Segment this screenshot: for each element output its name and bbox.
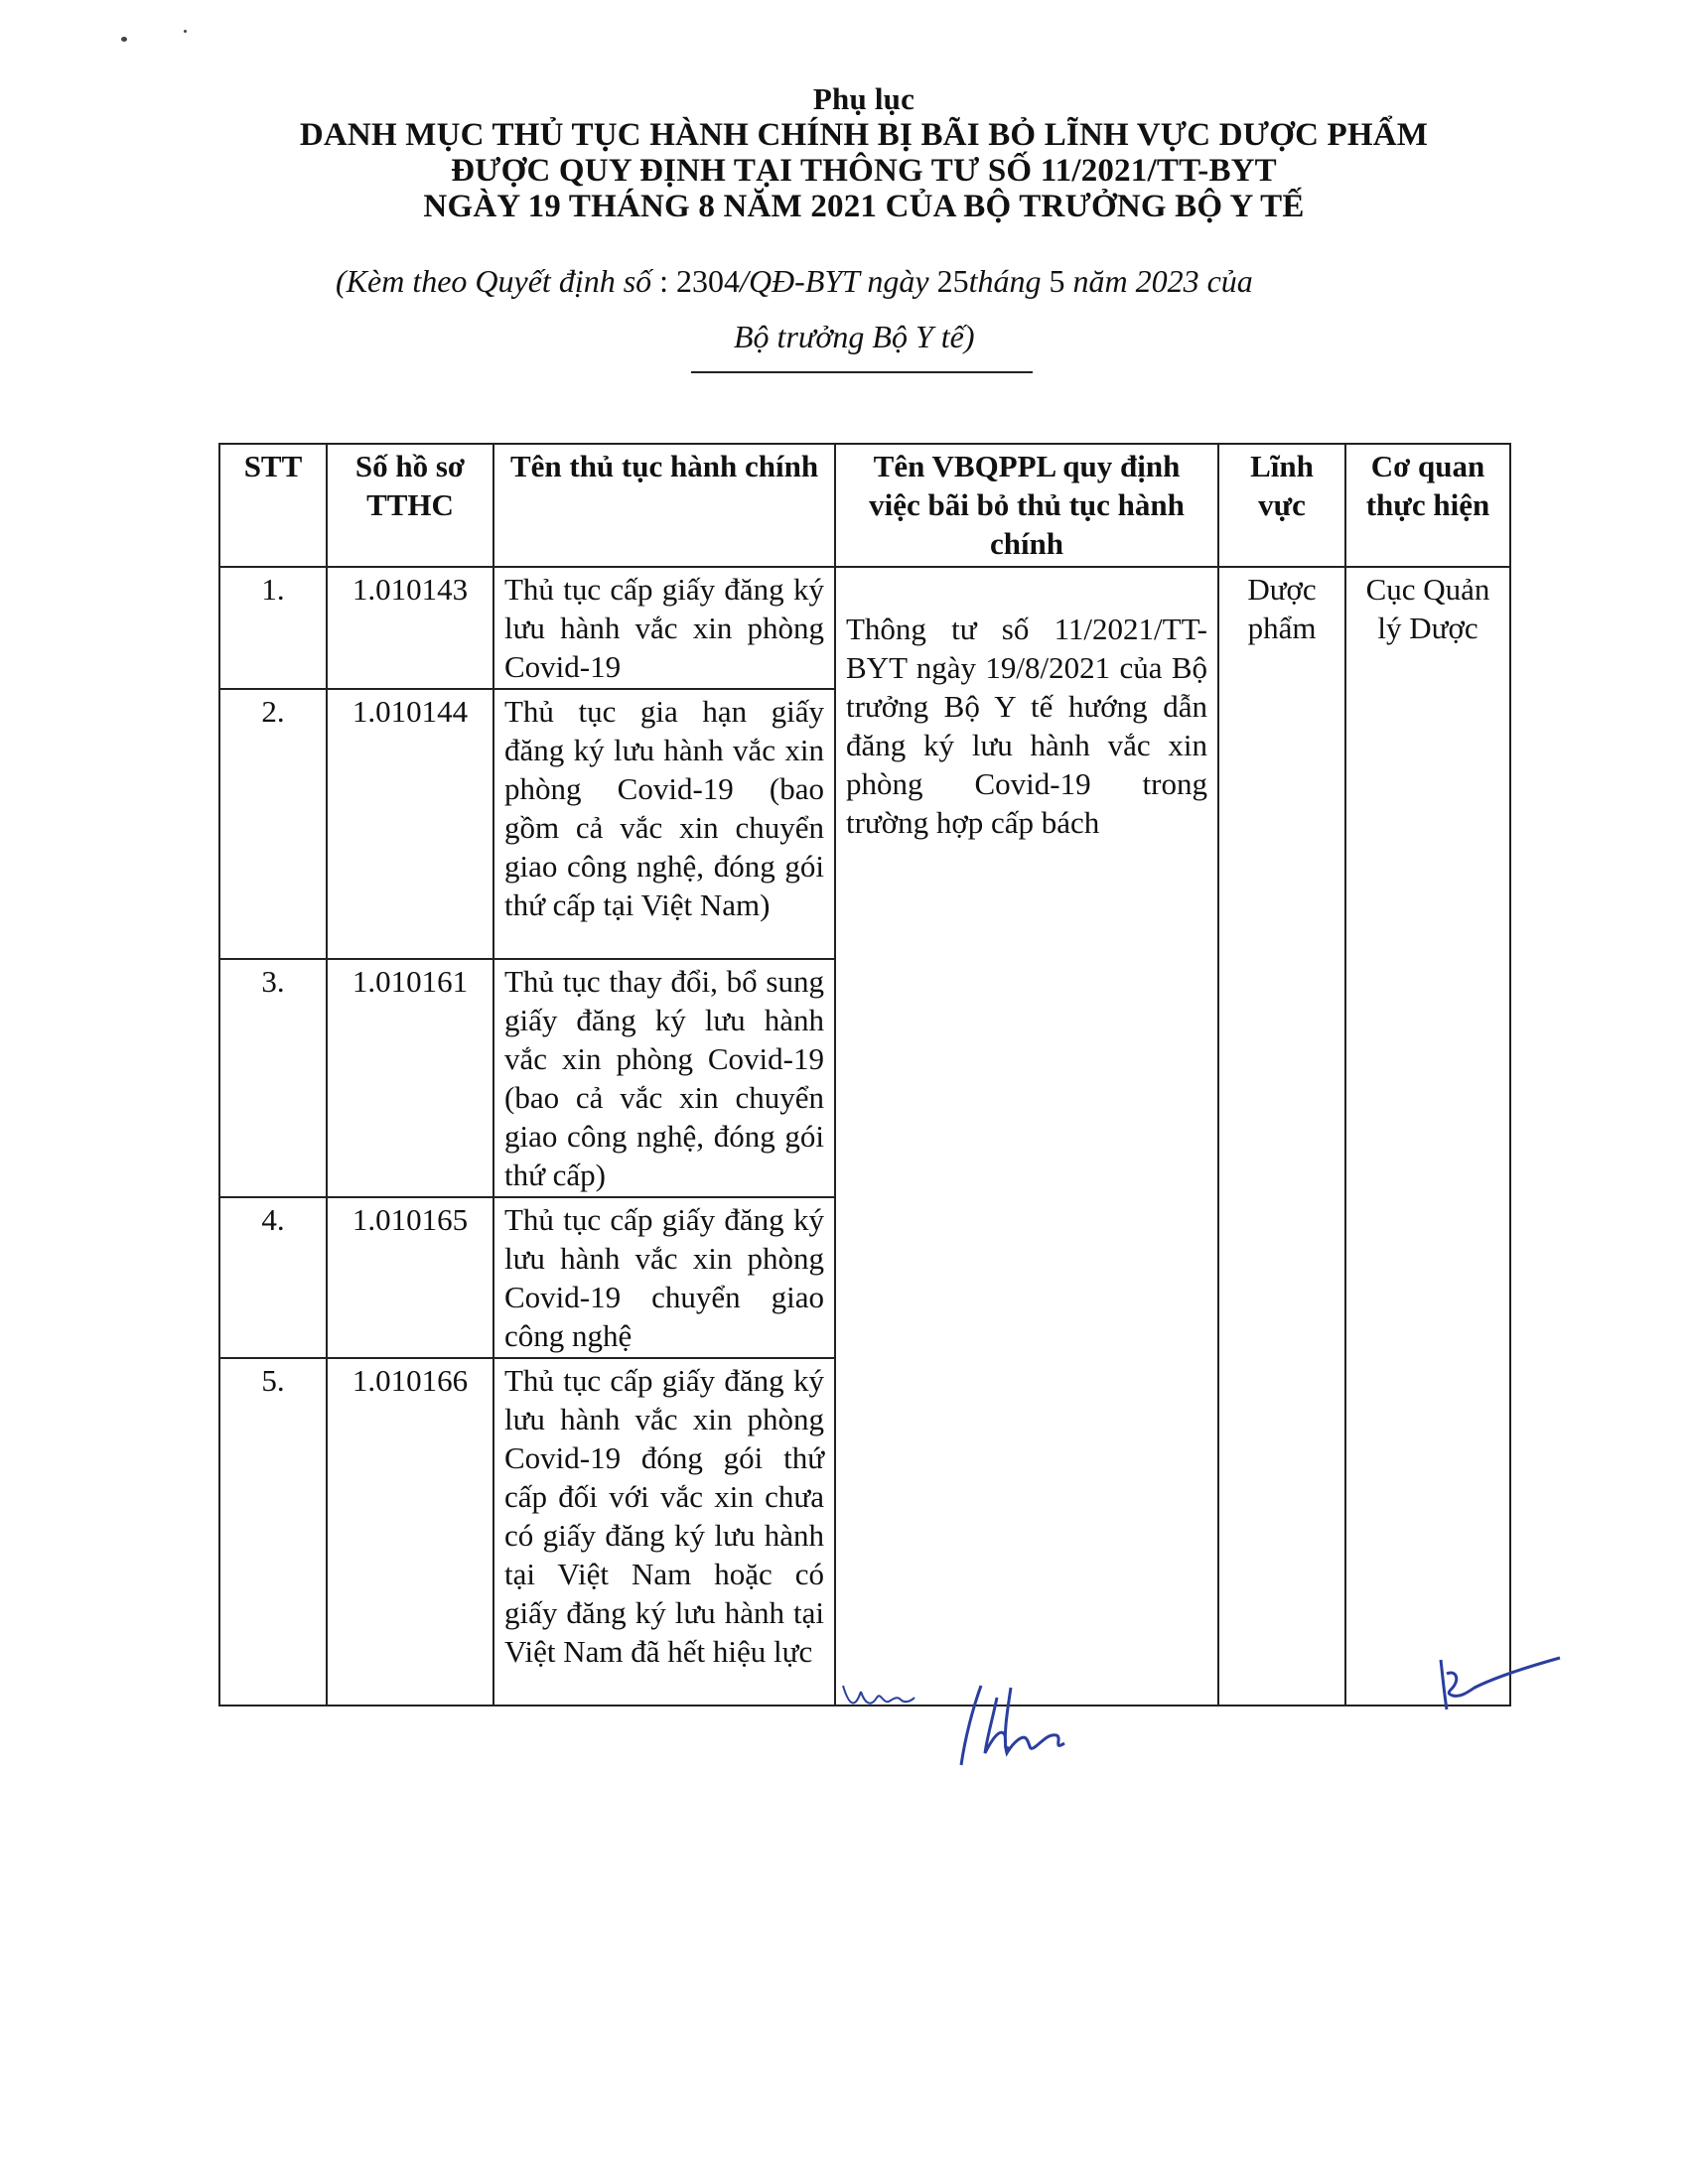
row-name: Thủ tục cấp giấy đăng ký lưu hành vắc xin phòng Covid-19 (493, 567, 835, 689)
header-stt: STT (219, 444, 327, 567)
row-code: 1.010143 (327, 567, 493, 689)
header-name: Tên thủ tục hành chính (493, 444, 835, 567)
list-title-line-3: NGÀY 19 THÁNG 8 NĂM 2021 CỦA BỘ TRƯỞNG BỘ Y TẾ (423, 189, 1305, 224)
document-header (0, 81, 1688, 224)
scan-mark (184, 30, 187, 33)
header-legal: Tên VBQPPL quy định việc bãi bỏ thủ tục hành chính (835, 444, 1218, 567)
list-title-line-1: DANH MỤC THỦ TỤC HÀNH CHÍNH BỊ BÃI BỎ LĨNH VỰC DƯỢC PHẨM (299, 117, 1429, 153)
list-title-line-2: ĐƯỢC QUY ĐỊNH TẠI THÔNG TƯ SỐ 11/2021/TT-BYT (451, 153, 1277, 189)
row-stt: 3. (219, 959, 327, 1197)
row-stt: 1. (219, 567, 327, 689)
initials-signature-3 (1435, 1648, 1564, 1717)
attach-suffix: năm 2023 của (1072, 263, 1253, 299)
agency-cell (1345, 567, 1510, 1706)
attach-note-line-1 (336, 262, 1253, 300)
header-underline (691, 371, 1033, 373)
procedure-table (218, 443, 1511, 1706)
attach-month-word: tháng (968, 263, 1042, 299)
appendix-title: Phụ lục (812, 81, 915, 116)
header-field: Lĩnh vực (1218, 444, 1345, 567)
row-stt: 4. (219, 1197, 327, 1358)
attach-note-line-2: Bộ trưởng Bộ Y tế) (734, 319, 975, 354)
agency-text: Cục Quản lý Dược (1365, 572, 1490, 645)
row-code: 1.010166 (327, 1358, 493, 1706)
decision-month: 5 (1049, 263, 1065, 299)
attach-mid: /QĐ-BYT ngày (740, 263, 937, 299)
table-header-row (219, 444, 1510, 567)
row-name: Thủ tục thay đổi, bổ sung giấy đăng ký lưu hành vắc xin phòng Covid-19 (bao cả vắc xin chuyển giao công nghệ, đóng gói thứ cấp) (493, 959, 835, 1197)
field-cell (1218, 567, 1345, 1706)
row-name: Thủ tục cấp giấy đăng ký lưu hành vắc xin phòng Covid-19 đóng gói thứ cấp đối với vắc xin chưa có giấy đăng ký lưu hành tại Việt Nam hoặc có giấy đăng ký lưu hành tại Việt Nam đã hết hiệu lực (493, 1358, 835, 1706)
field-text: Dược phẩm (1247, 572, 1317, 645)
header-agency: Cơ quan thực hiện (1345, 444, 1510, 567)
legal-document-cell (835, 567, 1218, 1706)
initials-signature-2 (953, 1678, 1092, 1772)
initials-signature-1 (839, 1678, 918, 1717)
row-code: 1.010161 (327, 959, 493, 1197)
decision-day: 25 (936, 263, 969, 299)
legal-document-text: Thông tư số 11/2021/TT-BYT ngày 19/8/2021 của Bộ trưởng Bộ Y tế hướng dẫn đăng ký lưu hành vắc xin phòng Covid-19 trong trường hợp cấp bách (846, 612, 1207, 840)
row-name: Thủ tục gia hạn giấy đăng ký lưu hành vắc xin phòng Covid-19 (bao gồm cả vắc xin chuyển giao công nghệ, đóng gói thứ cấp tại Việt Nam) (493, 689, 835, 959)
row-code: 1.010165 (327, 1197, 493, 1358)
table-row (219, 567, 1510, 689)
decision-number: : 2304 (659, 263, 741, 299)
scan-mark (121, 37, 127, 42)
row-code: 1.010144 (327, 689, 493, 959)
row-stt: 2. (219, 689, 327, 959)
attach-prefix: (Kèm theo Quyết định số (336, 263, 652, 299)
header-code: Số hồ sơ TTHC (327, 444, 493, 567)
row-name: Thủ tục cấp giấy đăng ký lưu hành vắc xin phòng Covid-19 chuyển giao công nghệ (493, 1197, 835, 1358)
row-stt: 5. (219, 1358, 327, 1706)
